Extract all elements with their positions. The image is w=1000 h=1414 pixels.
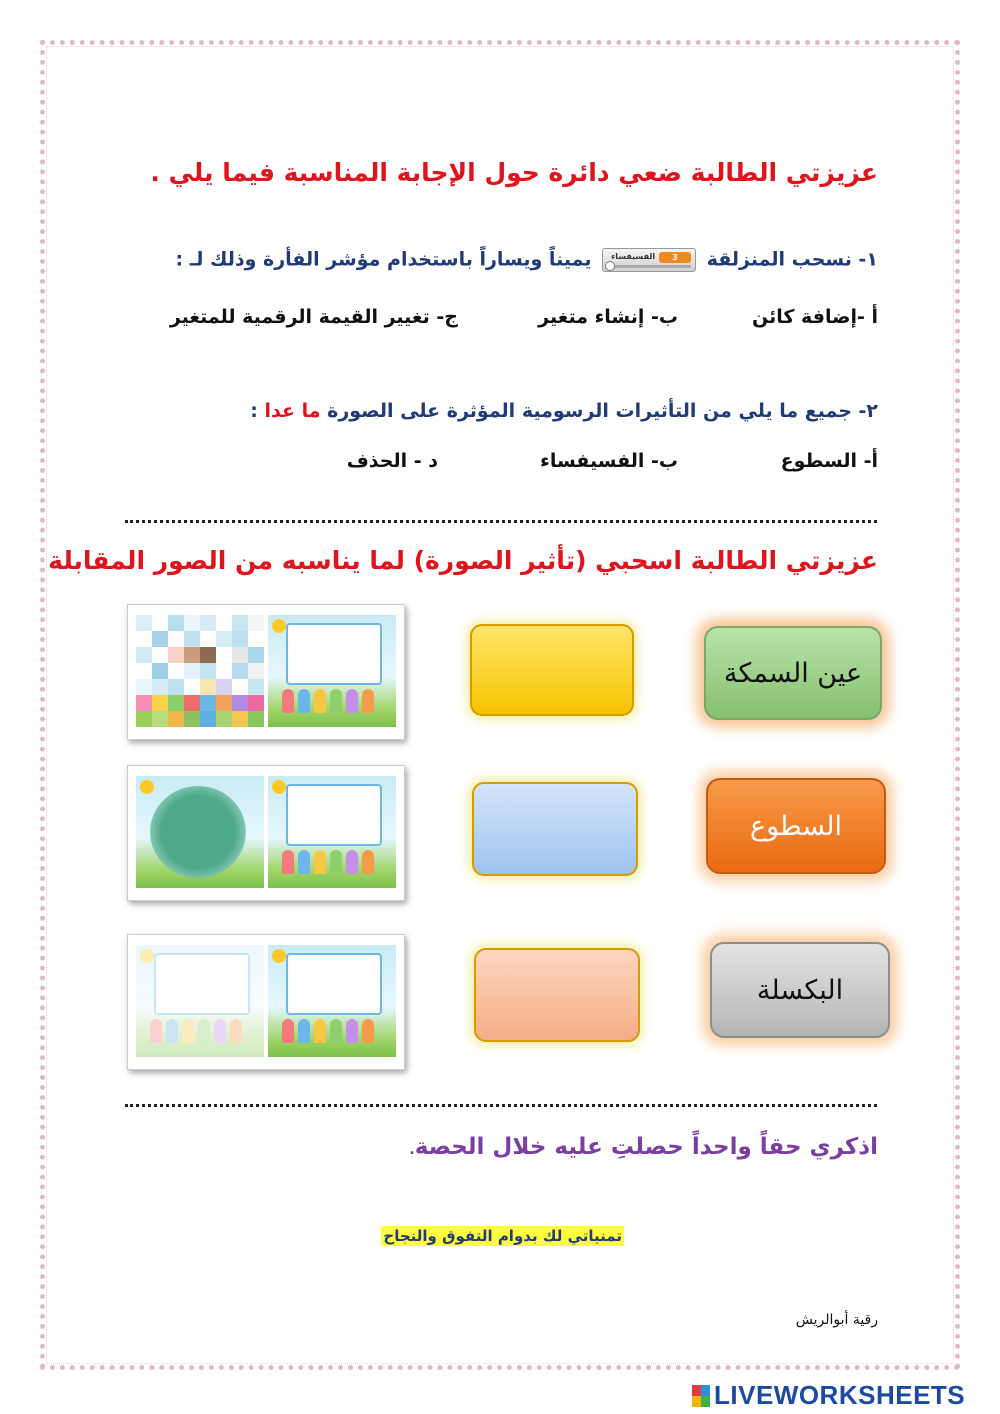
question-1: [176, 248, 878, 272]
reflection-prompt: [409, 1134, 878, 1160]
liveworksheets-logo: [692, 1380, 965, 1411]
original-image: [268, 615, 396, 727]
fisheye-image: [136, 776, 264, 888]
slider-value: 3: [659, 252, 691, 263]
author-name: رقية أبوالريش: [795, 1312, 878, 1328]
slider-widget: [602, 248, 696, 272]
q1-option-c[interactable]: ج- تغيير القيمة الرقمية للمتغير: [169, 306, 458, 328]
question-2-end: :: [250, 400, 258, 422]
question-1-text-before: ١- نسحب المنزلقة: [706, 248, 878, 271]
drop-box-3[interactable]: [474, 948, 640, 1042]
q2-option-a[interactable]: أ- السطوع: [780, 450, 878, 472]
q2-option-b[interactable]: ب- الفسيفساء: [540, 450, 678, 472]
slider-knob: [605, 261, 615, 271]
q2-option-d[interactable]: د - الحذف: [346, 450, 438, 472]
slider-label: الفسيفساء: [611, 252, 656, 261]
question-1-text-after: يميناً ويساراً باستخدام مؤشر الفأرة وذلك لـ :: [175, 248, 592, 271]
drop-box-1[interactable]: [470, 624, 634, 716]
q1-option-a[interactable]: أ -إضافة كائن: [751, 306, 878, 328]
image-pair-brightness: [127, 934, 405, 1070]
original-image: [268, 945, 396, 1057]
effect-pixelate[interactable]: [710, 942, 890, 1038]
question-2-text: ٢- جميع ما يلي من التأثيرات الرسومية المؤثرة على الصورة: [327, 400, 878, 422]
logo-text: LIVEWORKSHEETS: [714, 1380, 966, 1410]
reflection-text: اذكري حقاً واحداً حصلتِ عليه خلال الحصة: [414, 1134, 878, 1160]
effect-fisheye[interactable]: [704, 626, 882, 720]
original-image: [268, 776, 396, 888]
reflection-end: .: [409, 1142, 415, 1158]
image-pair-fisheye: [127, 765, 405, 901]
effect-brightness-label: السطوع: [749, 810, 843, 842]
pixelated-image: [136, 615, 264, 727]
effect-brightness[interactable]: [706, 778, 886, 874]
drop-box-2[interactable]: [472, 782, 638, 876]
slider-track: [607, 265, 691, 268]
image-pair-pixelate: [127, 604, 405, 740]
instruction-heading-1: عزيزتي الطالبة ضعي دائرة حول الإجابة المناسبة فيما يلي .: [150, 158, 878, 187]
q1-option-b[interactable]: ب- إنشاء متغير: [538, 306, 678, 328]
question-2-highlight: ما عدا: [264, 400, 321, 422]
question-2: [250, 400, 878, 422]
effect-fisheye-label: عين السمكة: [723, 657, 863, 689]
bright-image: [136, 945, 264, 1057]
logo-mark-icon: [692, 1385, 710, 1407]
wish-text: تمنياتي لك بدوام التفوق والنجاح: [383, 1227, 622, 1245]
divider-2: [125, 1104, 877, 1107]
divider-1: [125, 520, 877, 523]
instruction-heading-2: عزيزتي الطالبة اسحبي (تأثير الصورة) لما يناسبه من الصور المقابلة: [48, 546, 878, 575]
effect-pixelate-label: البكسلة: [756, 974, 844, 1006]
